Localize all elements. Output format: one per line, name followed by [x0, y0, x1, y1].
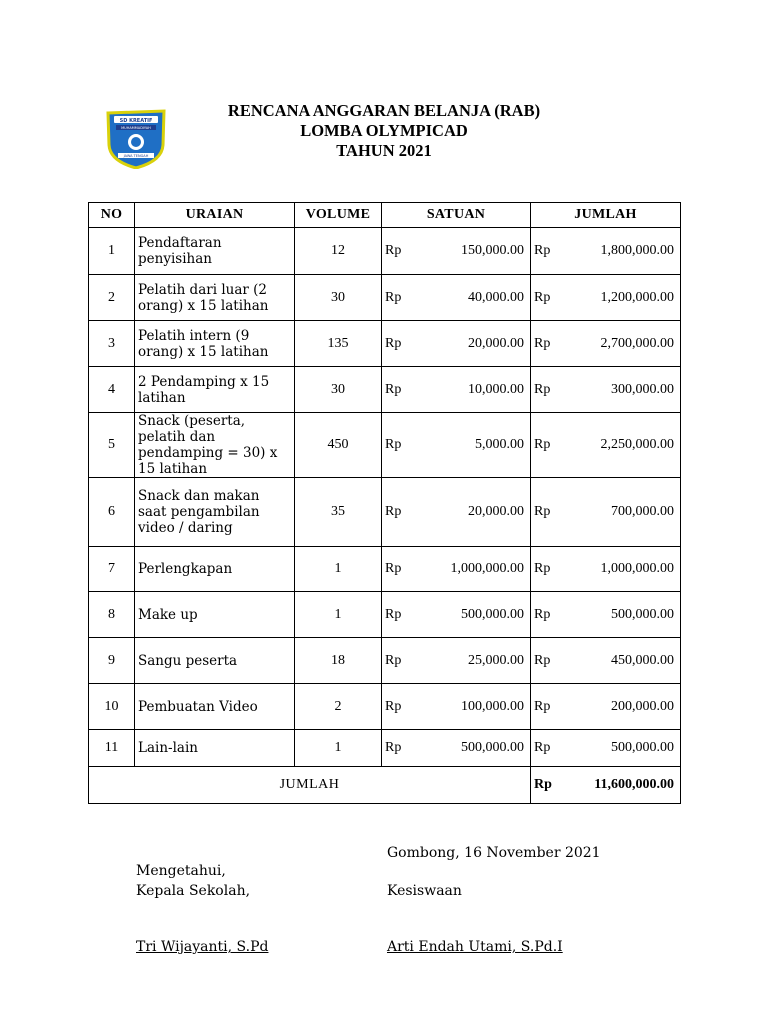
sign-left-line1: Mengetahui, [136, 863, 226, 879]
row-volume: 450 [295, 413, 382, 478]
table-row [89, 684, 681, 730]
row-uraian: Perlengkapan [135, 547, 295, 592]
row-volume: 30 [295, 367, 382, 413]
row-jumlah-amount: 2,700,000.00 [559, 321, 681, 367]
title-line-1: RENCANA ANGGARAN BELANJA (RAB) [227, 101, 541, 120]
row-jumlah-amount: 450,000.00 [559, 638, 681, 684]
row-satuan-currency: Rp [382, 478, 410, 547]
row-satuan-currency: Rp [382, 684, 410, 730]
row-satuan-currency: Rp [382, 638, 410, 684]
header-no: NO [89, 203, 135, 228]
row-jumlah-amount: 2,250,000.00 [559, 413, 681, 478]
table-row [89, 367, 681, 413]
svg-text:JAWA TENGAH: JAWA TENGAH [123, 154, 149, 158]
row-jumlah-amount: 300,000.00 [559, 367, 681, 413]
row-jumlah-amount: 1,200,000.00 [559, 275, 681, 321]
table-row [89, 730, 681, 767]
row-jumlah-currency: Rp [531, 547, 559, 592]
row-satuan-amount: 25,000.00 [410, 638, 531, 684]
row-satuan-currency: Rp [382, 547, 410, 592]
row-satuan-amount: 10,000.00 [410, 367, 531, 413]
row-jumlah-amount: 500,000.00 [559, 730, 681, 767]
row-uraian: Make up [135, 592, 295, 638]
table-row [89, 547, 681, 592]
row-no: 5 [89, 413, 135, 478]
row-jumlah-amount: 200,000.00 [559, 684, 681, 730]
row-satuan-currency: Rp [382, 592, 410, 638]
row-volume: 1 [295, 592, 382, 638]
row-jumlah-amount: 700,000.00 [559, 478, 681, 547]
row-uraian: Pembuatan Video [135, 684, 295, 730]
row-satuan-amount: 500,000.00 [410, 730, 531, 767]
row-jumlah-amount: 1,800,000.00 [559, 228, 681, 275]
table-row [89, 275, 681, 321]
row-jumlah-currency: Rp [531, 478, 559, 547]
row-jumlah-currency: Rp [531, 592, 559, 638]
row-volume: 1 [295, 547, 382, 592]
svg-text:MUHAMMADIYAH: MUHAMMADIYAH [121, 126, 151, 130]
row-uraian: Lain-lain [135, 730, 295, 767]
row-satuan-amount: 1,000,000.00 [410, 547, 531, 592]
table-row [89, 638, 681, 684]
row-no: 6 [89, 478, 135, 547]
row-jumlah-currency: Rp [531, 684, 559, 730]
header-volume: VOLUME [295, 203, 382, 228]
row-jumlah-currency: Rp [531, 228, 559, 275]
row-no: 8 [89, 592, 135, 638]
row-jumlah-currency: Rp [531, 367, 559, 413]
table-row [89, 478, 681, 547]
budget-table [88, 202, 681, 804]
row-uraian: Pendaftaran penyisihan [135, 228, 295, 275]
school-logo [104, 107, 168, 169]
place-date: Gombong, 16 November 2021 [387, 845, 601, 861]
row-no: 1 [89, 228, 135, 275]
header-jumlah: JUMLAH [531, 203, 681, 228]
row-volume: 35 [295, 478, 382, 547]
row-satuan-amount: 100,000.00 [410, 684, 531, 730]
table-row [89, 228, 681, 275]
row-uraian: Pelatih intern (9 orang) x 15 latihan [135, 321, 295, 367]
row-satuan-amount: 20,000.00 [410, 478, 531, 547]
row-satuan-currency: Rp [382, 730, 410, 767]
header-uraian: URAIAN [135, 203, 295, 228]
row-uraian: Sangu peserta [135, 638, 295, 684]
row-volume: 135 [295, 321, 382, 367]
table-row [89, 321, 681, 367]
row-uraian: Pelatih dari luar (2 orang) x 15 latihan [135, 275, 295, 321]
row-jumlah-currency: Rp [531, 730, 559, 767]
row-satuan-currency: Rp [382, 413, 410, 478]
svg-text:SD KREATIF: SD KREATIF [119, 118, 153, 124]
row-jumlah-currency: Rp [531, 275, 559, 321]
table-row [89, 413, 681, 478]
row-satuan-amount: 40,000.00 [410, 275, 531, 321]
total-currency: Rp [531, 767, 559, 804]
title-line-3: TAHUN 2021 [336, 141, 432, 160]
row-satuan-currency: Rp [382, 275, 410, 321]
row-uraian: 2 Pendamping x 15 latihan [135, 367, 295, 413]
row-satuan-amount: 20,000.00 [410, 321, 531, 367]
row-jumlah-amount: 1,000,000.00 [559, 547, 681, 592]
row-volume: 1 [295, 730, 382, 767]
row-no: 7 [89, 547, 135, 592]
total-amount: 11,600,000.00 [559, 767, 681, 804]
row-jumlah-currency: Rp [531, 638, 559, 684]
row-volume: 12 [295, 228, 382, 275]
row-volume: 18 [295, 638, 382, 684]
total-row [89, 767, 681, 804]
row-jumlah-amount: 500,000.00 [559, 592, 681, 638]
row-volume: 2 [295, 684, 382, 730]
total-label: JUMLAH [89, 767, 531, 804]
row-satuan-amount: 150,000.00 [410, 228, 531, 275]
row-jumlah-currency: Rp [531, 321, 559, 367]
document-title [170, 101, 598, 161]
row-no: 9 [89, 638, 135, 684]
row-jumlah-currency: Rp [531, 413, 559, 478]
table-header-row [89, 203, 681, 228]
row-satuan-currency: Rp [382, 367, 410, 413]
row-no: 11 [89, 730, 135, 767]
row-no: 4 [89, 367, 135, 413]
sign-right-role: Kesiswaan [387, 883, 462, 899]
row-no: 2 [89, 275, 135, 321]
row-satuan-amount: 500,000.00 [410, 592, 531, 638]
header-satuan: SATUAN [382, 203, 531, 228]
row-uraian: Snack (peserta, pelatih dan pendamping = 30) x 15 latihan [135, 413, 295, 478]
row-satuan-amount: 5,000.00 [410, 413, 531, 478]
sign-right-name: Arti Endah Utami, S.Pd.I [387, 939, 563, 955]
row-volume: 30 [295, 275, 382, 321]
sign-left-line2: Kepala Sekolah, [136, 883, 251, 899]
row-uraian: Snack dan makan saat pengambilan video / daring [135, 478, 295, 547]
table-row [89, 592, 681, 638]
title-line-2: LOMBA OLYMPICAD [300, 121, 468, 140]
row-satuan-currency: Rp [382, 228, 410, 275]
row-no: 10 [89, 684, 135, 730]
row-satuan-currency: Rp [382, 321, 410, 367]
sign-left-name: Tri Wijayanti, S.Pd [136, 939, 269, 955]
row-no: 3 [89, 321, 135, 367]
